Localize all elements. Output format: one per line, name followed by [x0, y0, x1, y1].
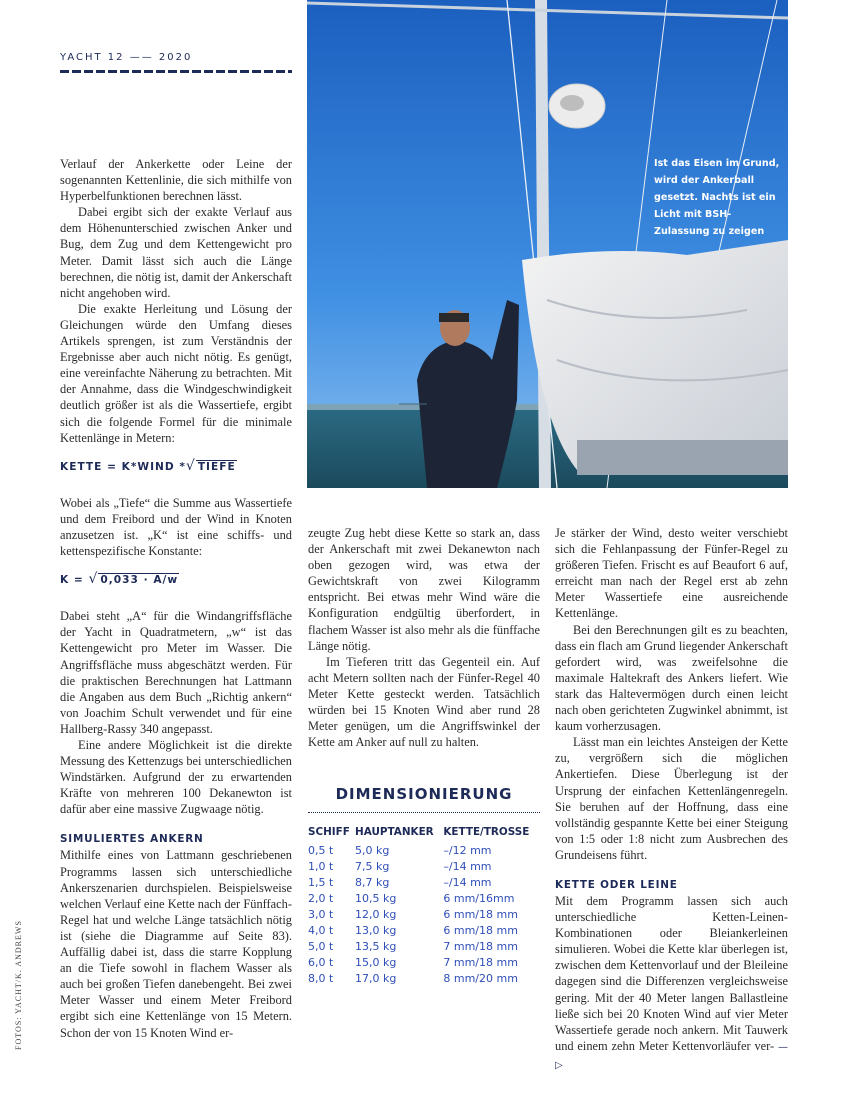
- cell-chain: 6 mm/18 mm: [443, 907, 518, 921]
- cell-ship: 0,5 t: [308, 843, 334, 857]
- photo-caption: Ist das Eisen im Grund, wird der Ankerball gesetzt. Nachts ist ein Licht mit BSH-Zulassung zu zeigen: [654, 158, 780, 237]
- table-title-rule: [308, 812, 540, 813]
- table-row: [308, 970, 540, 986]
- paragraph-text: Mit dem Programm lassen sich auch unterschiedliche Ketten-Leinen-Kombinationen oder Bleiankerleinen simulieren. Wobei die Kette klar überlegen ist, zwischen dem Kettenvorlauf und der Bleileine dagegen sind die Differenzen vergleichsweise gering. Mit der 40 Meter langen Ballastleine ließe sich bei 20 Knoten Wind auf vier Meter Wassertiefe gerade noch ankern. Mit Tauwerk und einem zehn Meter Kettenvorläufer ver-: [555, 893, 788, 1053]
- cell-chain: –/12 mm: [443, 843, 492, 857]
- cell-anchor: 12,0 kg: [355, 907, 397, 921]
- cell-chain: –/14 mm: [443, 875, 492, 889]
- cell-anchor: 10,5 kg: [355, 891, 397, 905]
- table-row: [308, 954, 540, 970]
- cell-ship: 6,0 t: [308, 955, 334, 969]
- text-column-2: [308, 525, 540, 750]
- cell-chain: 6 mm/18 mm: [443, 923, 518, 937]
- paragraph: Wobei als „Tiefe“ die Summe aus Wassertiefe und dem Freibord und der Wind in Knoten anzusetzen ist. „K“ ist eine schiffs- und kettenspezifische Konstante:: [60, 495, 292, 559]
- cell-ship: 1,0 t: [308, 859, 334, 873]
- paragraph: Dabei ergibt sich der exakte Verlauf aus dem Höhenunterschied zwischen Anker und Bug, dem Zug und dem Kettengewicht pro Meter. Damit lässt sich auch die Länge berechnen, die nötig ist, damit der Ankerschaft nicht angehoben wird.: [60, 205, 292, 300]
- table-row: [308, 890, 540, 906]
- cell-anchor: 15,0 kg: [355, 955, 397, 969]
- formula-constant-k: [60, 571, 292, 588]
- cell-chain: 6 mm/16mm: [443, 891, 515, 905]
- header-dashed-rule: [60, 70, 292, 73]
- column-header: HAUPTANKER: [355, 826, 434, 838]
- cell-anchor: 13,0 kg: [355, 923, 397, 937]
- cell-chain: 8 mm/20 mm: [443, 971, 518, 985]
- cell-ship: 3,0 t: [308, 907, 334, 921]
- formula-chain-length: [60, 458, 292, 475]
- photo-credit: FOTOS: YACHT/K. ANDREWS: [14, 920, 23, 1050]
- formula-lhs: KETTE = K*WIND *: [60, 460, 186, 473]
- table-row: [308, 938, 540, 954]
- paragraph: Mithilfe eines von Lattmann geschriebenen Programms lassen sich unterschiedliche Ankerszenarien durchspielen. Beispielsweise welchen Verlauf eine Kette nach der Fünffach-Regel hat und welche Länge tatsächlich nötig ist (siehe die Diagramme auf Seite 83). Auffällig dabei ist, dass die starre Kopplung an die Tiefe sowohl in flachem Wasser als auch bei großen Tiefen danebengeht. Bei zwei Meter Wasser und einem Meter Freibord ergibt sich eine Kettenlänge von 15 Metern. Schon der von 15 Knoten Wind er-: [60, 848, 292, 1040]
- cell-chain: –/14 mm: [443, 859, 492, 873]
- paragraph: Eine andere Möglichkeit ist die direkte Messung des Kettenzugs bei unterschiedlichen Windstärken. Aufgrund der zu erwartenden Kräfte von mehreren 100 Dekanewton ist dafür aber eine massive Zugwaage nötig.: [60, 738, 292, 817]
- table-row: [308, 874, 540, 890]
- table-title: DIMENSIONIERUNG: [335, 785, 513, 803]
- text-column-1: [60, 156, 292, 1041]
- paragraph: [555, 893, 788, 1074]
- table-row: [308, 922, 540, 938]
- paragraph: zeugte Zug hebt diese Kette so stark an, dass der Ankerschaft mit zwei Dekanewton nach oben gezogen wird, was etwa der Gewichtskraft von zwei Kilogramm entspricht. Bei etwas mehr Wind wäre die Konfiguration endgültig überfordert, in flachem Wasser ist also mehr als die fünffache Länge nötig.: [308, 526, 540, 653]
- paragraph: Verlauf der Ankerkette oder Leine der sogenannten Kettenlinie, die sich mithilfe von Hyperbelfunktionen berechnen lässt.: [60, 157, 292, 204]
- cell-anchor: 8,7 kg: [355, 875, 390, 889]
- column-header: KETTE/TROSSE: [443, 826, 530, 838]
- cell-anchor: 13,5 kg: [355, 939, 397, 953]
- cell-ship: 5,0 t: [308, 939, 334, 953]
- cell-ship: 4,0 t: [308, 923, 334, 937]
- dimension-table: [308, 826, 540, 986]
- issue-header: YACHT 12 —— 2020: [60, 52, 193, 63]
- cell-ship: 8,0 t: [308, 971, 334, 985]
- cell-chain: 7 mm/18 mm: [443, 955, 518, 969]
- cell-anchor: 7,5 kg: [355, 859, 390, 873]
- cell-anchor: 5,0 kg: [355, 843, 390, 857]
- paragraph: Bei den Berechnungen gilt es zu beachten, dass ein flach am Grund liegender Ankerschaft gefordert wird, was zweifelsohne die maximale Haltekraft des Ankers liefert. Wie stark das Haltevermögen durch einen leicht nach oben gerichteten Zugwinkel abnimmt, ist kaum vorherzusagen.: [555, 622, 788, 734]
- cell-anchor: 17,0 kg: [355, 971, 397, 985]
- text-column-3: [555, 525, 788, 1074]
- paragraph: Dabei steht „A“ für die Windangriffsfläche der Yacht in Quadratmetern, „w“ ist das Kettengewicht pro Meter im Wasser. Die Angriffsfläche muss abgeschätzt werden. Für die praktischen Berechnungen hat Lattmann die Angaben aus dem Buch „Richtig ankern“ von Joachim Schult verwendet und für eine Hallberg-Rassy 340 angepasst.: [60, 609, 292, 736]
- table-row: [308, 858, 540, 874]
- table-row: [308, 842, 540, 858]
- sqrt-icon: √: [185, 457, 196, 474]
- sailboat-photo: [307, 0, 788, 488]
- column-header: SCHIFF: [308, 826, 350, 838]
- paragraph: Lässt man ein leichtes Ansteigen der Kette zu, vergrößern sich die möglichen Ankertiefen. Diese Überlegung ist der Ursprung der einfachen Kettenlängenregeln. Sie beruhen auf der Hoffnung, dass eine vollständig gespannte Kette bei einer Steigung von 1:5 oder 1:8 nicht zum Ausbrechen des Grundeisens führt.: [555, 735, 788, 862]
- paragraph: Die exakte Herleitung und Lösung der Gleichungen würde den Umfang dieses Artikels sprengen, ist zum Verständnis der Ergebnisse aber auch nicht nötig. Es genügt, eine vereinfachte Näherung zu betrachten. Mit der Annahme, dass die Windgeschwindigkeit deutlich größer ist als die Wassertiefe, ergibt sich die folgende Formel für die minimale Kettenlänge in Metern:: [60, 301, 292, 445]
- subheading: KETTE ODER LEINE: [555, 878, 678, 891]
- subheading: SIMULIERTES ANKERN: [60, 833, 204, 846]
- continue-arrow-icon: —▷: [555, 1041, 788, 1071]
- cell-ship: 2,0 t: [308, 891, 334, 905]
- paragraph: Je stärker der Wind, desto weiter verschiebt sich die Fehlanpassung der Fünfer-Regel zu größeren Tiefen. Frischt es auf Beaufort 6 auf, erreicht man nach der Regel erst ab zehn Meter Wassertiefe eine ausreichende Kettenlänge.: [555, 526, 788, 621]
- paragraph: Im Tieferen tritt das Gegenteil ein. Auf acht Metern sollten nach der Fünfer-Regel 40 Meter Kette gesteckt werden. Tatsächlich würden bei 15 Knoten Wind aber rund 28 Meter genügen, um die Angriffswinkel der Kette am Anker auf null zu halten.: [308, 654, 540, 750]
- cell-chain: 7 mm/18 mm: [443, 939, 518, 953]
- cell-ship: 1,5 t: [308, 875, 334, 889]
- sqrt-icon: √: [88, 571, 99, 588]
- formula-root: 0,033 · A/w: [100, 574, 179, 587]
- table-row: [308, 906, 540, 922]
- formula-root: TIEFE: [197, 460, 236, 473]
- formula-lhs: K =: [60, 574, 84, 587]
